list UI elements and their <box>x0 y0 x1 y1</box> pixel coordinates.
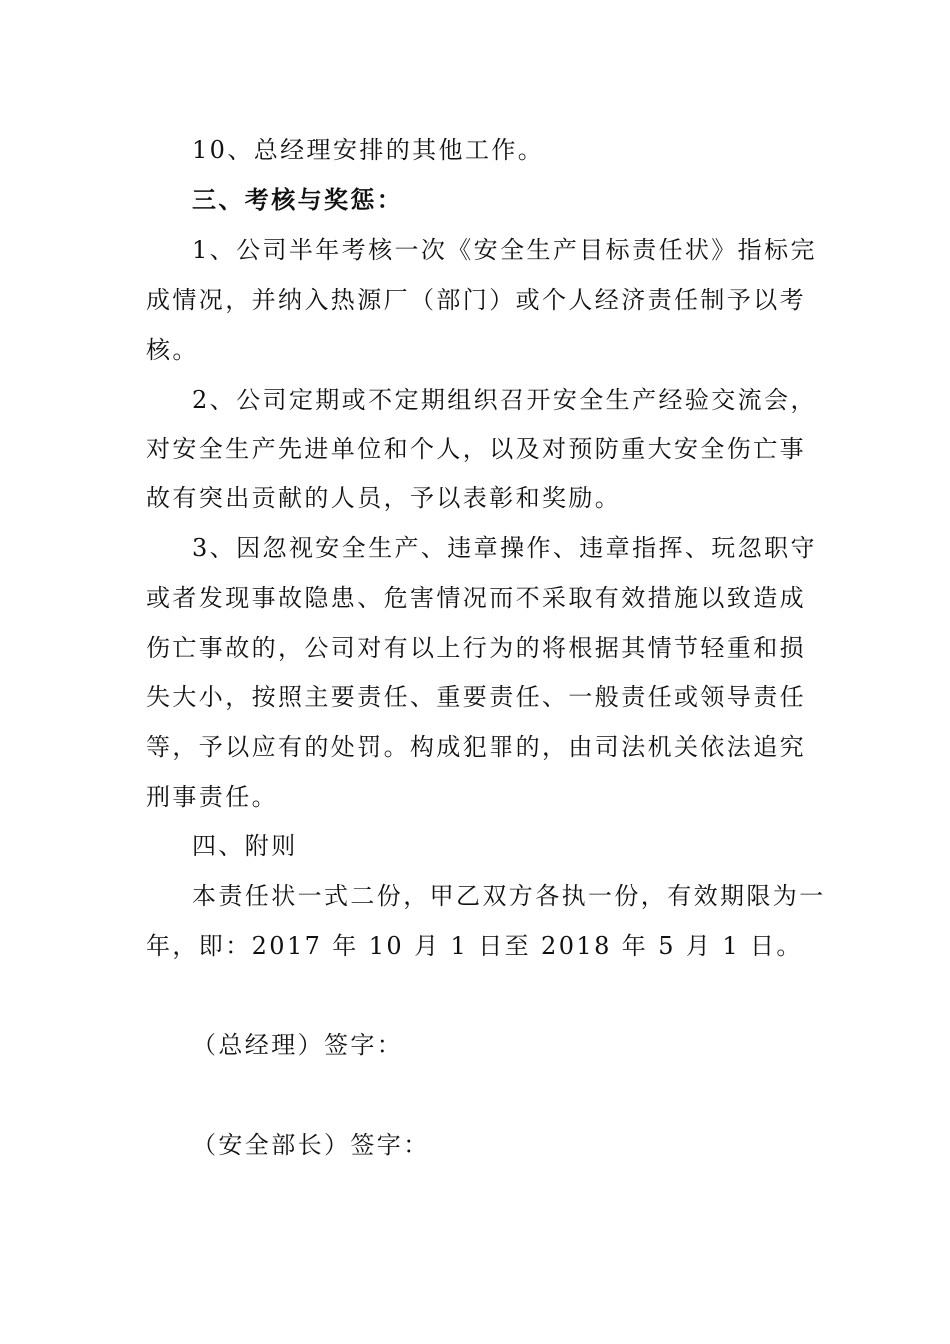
paragraph-1-line-3: 核。 <box>146 336 199 364</box>
section-3-heading: 三、考核与奖惩： <box>192 185 404 214</box>
paragraph-3-line-4: 失大小，按照主要责任、重要责任、一般责任或领导责任 <box>146 683 806 711</box>
section-4-heading: 四、附则 <box>192 832 298 860</box>
paragraph-3-line-6: 刑事责任。 <box>146 783 278 811</box>
paragraph-2-line-2: 对安全生产先进单位和个人，以及对预防重大安全伤亡事 <box>146 435 806 463</box>
paragraph-4-line-1: 本责任状一式二份，甲乙双方各执一份，有效期限为一 <box>192 882 826 910</box>
item-10: 10、总经理安排的其他工作。 <box>192 136 545 164</box>
signature-safety-director: （安全部长）签字： <box>192 1131 430 1159</box>
paragraph-2-line-1: 2、公司定期或不定期组织召开安全生产经验交流会， <box>192 386 817 414</box>
signature-general-manager: （总经理）签字： <box>192 1031 404 1059</box>
paragraph-1-line-2: 成情况，并纳入热源厂（部门）或个人经济责任制予以考 <box>146 286 806 314</box>
paragraph-3-line-2: 或者发现事故隐患、危害情况而不采取有效措施以致造成 <box>146 584 806 612</box>
paragraph-2-line-3: 故有突出贡献的人员，予以表彰和奖励。 <box>146 484 622 512</box>
paragraph-3-line-3: 伤亡事故的，公司对有以上行为的将根据其情节轻重和损 <box>146 634 806 662</box>
paragraph-1-line-1: 1、公司半年考核一次《安全生产目标责任状》指标完 <box>192 236 817 264</box>
paragraph-3-line-1: 3、因忽视安全生产、违章操作、违章指挥、玩忽职守 <box>192 534 817 562</box>
paragraph-4-line-2: 年，即：2017 年 10 月 1 日至 2018 年 5 月 1 日。 <box>146 932 803 960</box>
paragraph-3-line-5: 等，予以应有的处罚。构成犯罪的，由司法机关依法追究 <box>146 733 806 761</box>
